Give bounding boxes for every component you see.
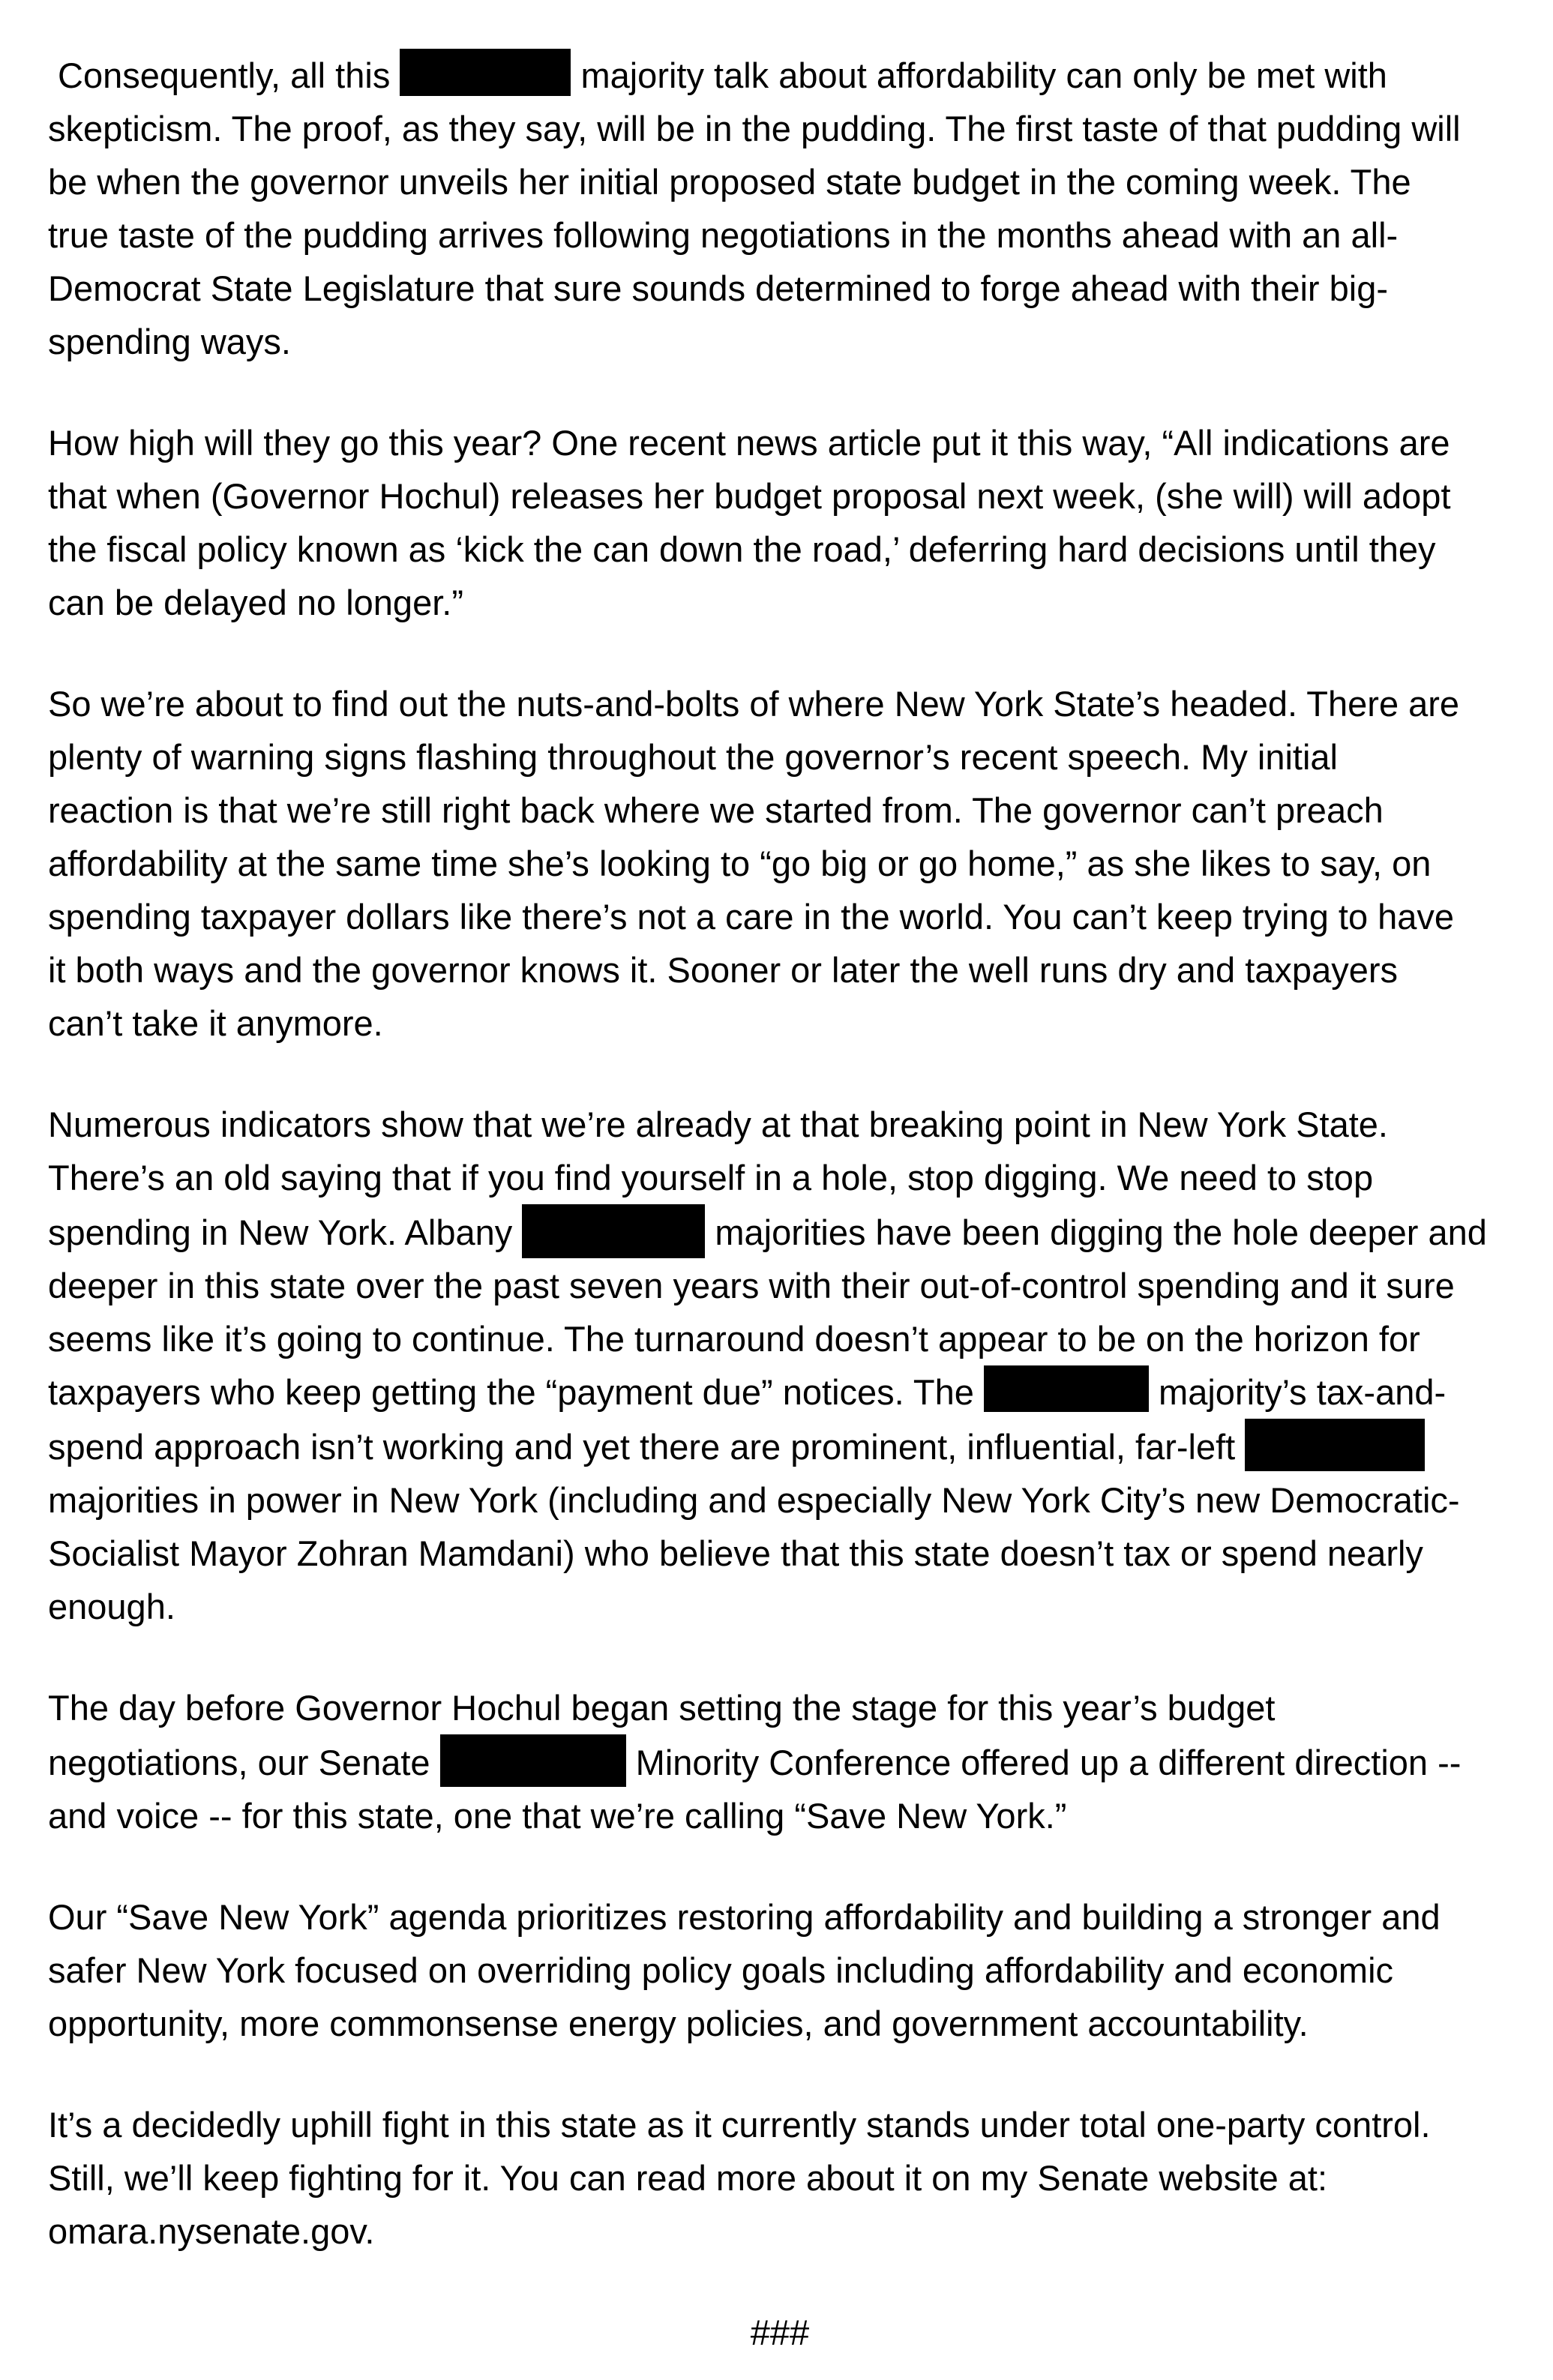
text-run: and voice -- for this state, one that we’re calling “Save New York.” [48, 1796, 1067, 1836]
text-run: It’s a decidedly uphill fight in this state as it currently stands under total one-party control. [48, 2105, 1431, 2145]
paragraph [48, 2098, 1512, 2258]
text-line [48, 1681, 1512, 1734]
text-line [48, 1527, 1512, 1580]
text-run: can’t take it anymore. [48, 1003, 383, 1043]
text-run: Numerous indicators show that we’re already at that breaking point in New York State. [48, 1105, 1388, 1144]
text-run: can be delayed no longer.” [48, 583, 463, 622]
text-line [48, 49, 1512, 102]
redaction-box [440, 1734, 626, 1787]
text-run: Democrat State Legislature that sure sounds determined to forge ahead with their big- [48, 268, 1389, 308]
text-run: deeper in this state over the past seven years with their out-of-control spending and it sure [48, 1266, 1455, 1305]
text-run: majority talk about affordability can only be met with [571, 55, 1387, 95]
redaction-box [522, 1204, 705, 1258]
text-run: skepticism. The proof, as they say, will be in the pudding. The first taste of that pudding will [48, 109, 1461, 148]
paragraph [48, 1890, 1512, 2050]
text-line [48, 315, 1512, 368]
text-run: spending in New York. Albany [48, 1212, 523, 1252]
text-line [48, 416, 1512, 469]
text-run: majorities have been digging the hole deeper and [705, 1212, 1487, 1252]
text-run: be when the governor unveils her initial proposed state budget in the coming week. The [48, 162, 1411, 202]
text-line [48, 890, 1512, 943]
text-line [48, 943, 1512, 997]
text-run: taxpayers who keep getting the “payment due” notices. The [48, 1372, 984, 1412]
text-line [48, 1098, 1512, 1151]
text-line [48, 784, 1512, 837]
text-run: that when (Governor Hochul) releases her budget proposal next week, (she will) will adopt [48, 476, 1451, 516]
text-line [48, 155, 1512, 208]
text-line [48, 1890, 1512, 1944]
text-run: majorities in power in New York (including and especially New York City’s new Democratic- [48, 1480, 1460, 1520]
text-line [48, 208, 1512, 262]
text-line [48, 730, 1512, 784]
text-line [48, 997, 1512, 1050]
text-run: affordability at the same time she’s looking to “go big or go home,” as she likes to say, on [48, 844, 1432, 883]
text-line [48, 1473, 1512, 1527]
text-line [48, 102, 1512, 155]
text-run: reaction is that we’re still right back where we started from. The governor can’t preach [48, 790, 1384, 830]
text-line [48, 837, 1512, 890]
text-line [48, 1789, 1512, 1842]
text-line [48, 1151, 1512, 1204]
text-run: opportunity, more commonsense energy policies, and government accountability. [48, 2004, 1309, 2043]
text-run: safer New York focused on overriding policy goals including affordability and economic [48, 1950, 1394, 1990]
text-line [48, 576, 1512, 629]
document-body [48, 49, 1512, 2258]
end-mark: ### [750, 2313, 810, 2352]
text-line [48, 1365, 1512, 1419]
text-line [48, 1419, 1512, 1473]
text-run: Minority Conference offered up a different direction -- [625, 1743, 1462, 1782]
text-run: enough. [48, 1587, 175, 1626]
text-line [48, 2205, 1512, 2258]
paragraph [48, 677, 1512, 1050]
text-line [48, 469, 1512, 523]
text-line [48, 1997, 1512, 2050]
text-run: There’s an old saying that if you find yourself in a hole, stop digging. We need to stop [48, 1158, 1374, 1197]
paragraph [48, 49, 1512, 368]
text-line [48, 1734, 1512, 1789]
paragraph [48, 416, 1512, 629]
text-run: spend approach isn’t working and yet there are prominent, influential, far-left [48, 1427, 1246, 1467]
text-run: Consequently, all this [48, 55, 400, 95]
text-run: Socialist Mayor Zohran Mamdani) who believe that this state doesn’t tax or spend nearly [48, 1533, 1423, 1573]
text-line [48, 1312, 1512, 1365]
text-run: true taste of the pudding arrives following negotiations in the months ahead with an all- [48, 215, 1399, 255]
text-line [48, 262, 1512, 315]
text-run: spending ways. [48, 322, 291, 361]
text-run: seems like it’s going to continue. The turnaround doesn’t appear to be on the horizon for [48, 1319, 1420, 1359]
paragraph [48, 1681, 1512, 1842]
text-run: plenty of warning signs flashing throughout the governor’s recent speech. My initial [48, 737, 1338, 777]
redaction-box [984, 1365, 1149, 1412]
text-line [48, 523, 1512, 576]
text-line [48, 677, 1512, 730]
text-line [48, 1580, 1512, 1633]
text-run: spending taxpayer dollars like there’s not a care in the world. You can’t keep trying to have [48, 897, 1455, 937]
website-url: omara.nysenate.gov. [48, 2211, 375, 2251]
text-run: negotiations, our Senate [48, 1743, 440, 1782]
redaction-box [400, 49, 571, 96]
text-run: Still, we’ll keep fighting for it. You can read more about it on my Senate website at: [48, 2158, 1328, 2198]
text-run: it both ways and the governor knows it. Sooner or later the well runs dry and taxpayers [48, 950, 1398, 990]
paragraph [48, 1098, 1512, 1633]
text-run: Our “Save New York” agenda prioritizes restoring affordability and building a stronger and [48, 1897, 1441, 1937]
text-run: the fiscal policy known as ‘kick the can down the road,’ deferring hard decisions until they [48, 529, 1436, 569]
text-run: How high will they go this year? One recent news article put it this way, “All indications are [48, 423, 1450, 463]
redaction-box [1245, 1419, 1425, 1471]
text-run: So we’re about to find out the nuts-and-bolts of where New York State’s headed. There are [48, 684, 1460, 724]
text-run: majority’s tax-and- [1148, 1372, 1447, 1412]
text-line [48, 1204, 1512, 1259]
text-line [48, 1259, 1512, 1312]
text-run: The day before Governor Hochul began setting the stage for this year’s budget [48, 1688, 1276, 1728]
text-line [48, 2098, 1512, 2151]
text-line [48, 2151, 1512, 2205]
text-line [48, 1944, 1512, 1997]
